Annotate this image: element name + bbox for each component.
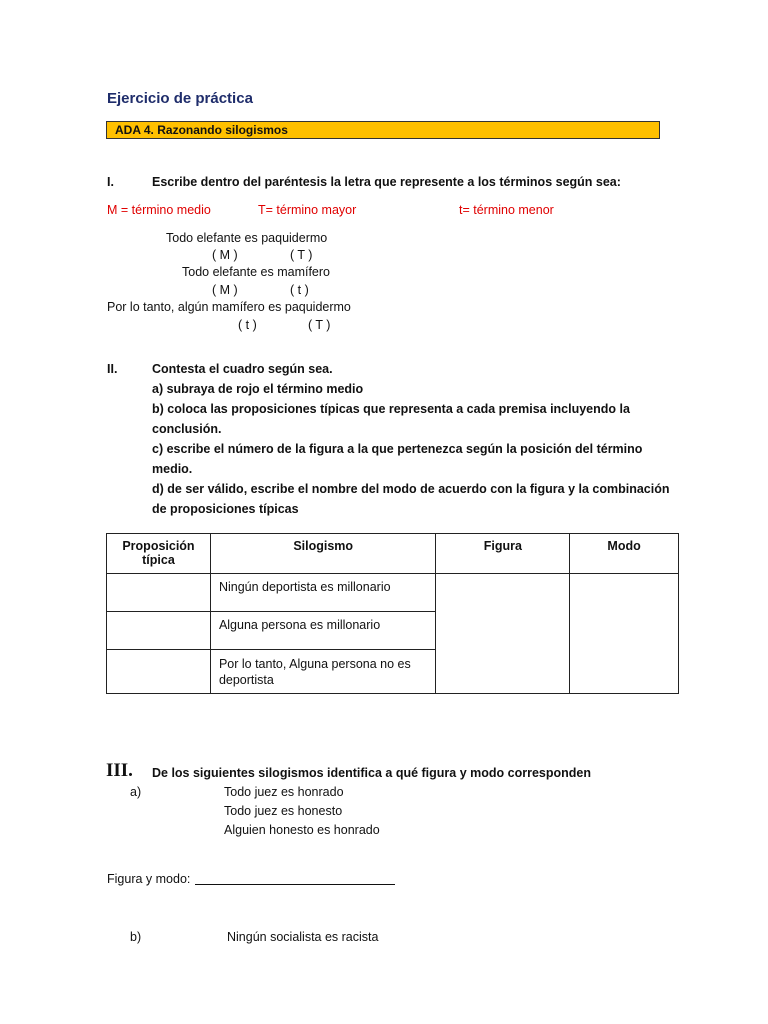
- legend-medio: M = término medio: [107, 203, 211, 217]
- section2-line: d) de ser válido, escribe el nombre del modo de acuerdo con la figura y la combinación: [152, 482, 670, 496]
- section2-line: b) coloca las proposiciones típicas que representa a cada premisa incluyendo la: [152, 402, 630, 416]
- section2-numeral: II.: [107, 362, 118, 376]
- proposicion-input-cell[interactable]: [107, 574, 211, 612]
- item-b-label: b): [130, 930, 142, 944]
- premise-major-mark-subject: ( M ): [212, 248, 238, 262]
- section-banner: ADA 4. Razonando silogismos: [106, 121, 660, 139]
- header-proposicion: Proposición típica: [107, 534, 211, 574]
- section2-line: c) escribe el número de la figura a la que pertenezca según la posición del término: [152, 442, 643, 456]
- section3-numeral: III.: [106, 760, 133, 781]
- section2-line: a) subraya de rojo el término medio: [152, 382, 364, 396]
- item-a-line: Todo juez es honrado: [224, 785, 344, 799]
- figura-input-cell[interactable]: [436, 574, 570, 694]
- silogismo-cell: Por lo tanto, Alguna persona no es deportista: [210, 650, 436, 694]
- section2-line: conclusión.: [152, 422, 222, 436]
- silogismo-cell: Ningún deportista es millonario: [210, 574, 436, 612]
- page-title: Ejercicio de práctica: [107, 90, 253, 107]
- conclusion: Por lo tanto, algún mamífero es paquidermo: [107, 300, 351, 314]
- premise-minor: Todo elefante es mamífero: [182, 265, 330, 279]
- section2-line: medio.: [152, 462, 193, 476]
- section1-numeral: I.: [107, 175, 114, 189]
- section2-line: de proposiciones típicas: [152, 502, 299, 516]
- header-modo: Modo: [570, 534, 679, 574]
- item-a-label: a): [130, 785, 142, 799]
- modo-input-cell[interactable]: [570, 574, 679, 694]
- conclusion-mark-subject: ( t ): [238, 318, 257, 332]
- silogismo-cell: Alguna persona es millonario: [210, 612, 436, 650]
- conclusion-mark-predicate: ( T ): [308, 318, 331, 332]
- premise-minor-mark-predicate: ( t ): [290, 283, 309, 297]
- figura-modo-label: Figura y modo:: [107, 872, 191, 886]
- legend-menor: t= término menor: [459, 203, 554, 217]
- table-row: [107, 574, 679, 612]
- proposicion-input-cell[interactable]: [107, 650, 211, 694]
- premise-major: Todo elefante es paquidermo: [166, 231, 328, 245]
- premise-minor-mark-subject: ( M ): [212, 283, 238, 297]
- table-header-row: [107, 534, 679, 574]
- premise-major-mark-predicate: ( T ): [290, 248, 313, 262]
- header-silogismo: Silogismo: [210, 534, 436, 574]
- item-a-line: Todo juez es honesto: [224, 804, 343, 818]
- syllogism-table: [106, 533, 679, 694]
- item-a-line: Alguien honesto es honrado: [224, 823, 380, 837]
- item-b-line: Ningún socialista es racista: [227, 930, 379, 944]
- section2-line: Contesta el cuadro según sea.: [152, 362, 333, 376]
- section3-instruction: De los siguientes silogismos identifica a qué figura y modo corresponden: [152, 766, 591, 780]
- section1-instruction: Escribe dentro del paréntesis la letra que represente a los términos según sea:: [152, 175, 621, 189]
- legend-mayor: T= término mayor: [258, 203, 357, 217]
- figura-modo-answer-line[interactable]: [195, 873, 395, 885]
- proposicion-input-cell[interactable]: [107, 612, 211, 650]
- header-figura: Figura: [436, 534, 570, 574]
